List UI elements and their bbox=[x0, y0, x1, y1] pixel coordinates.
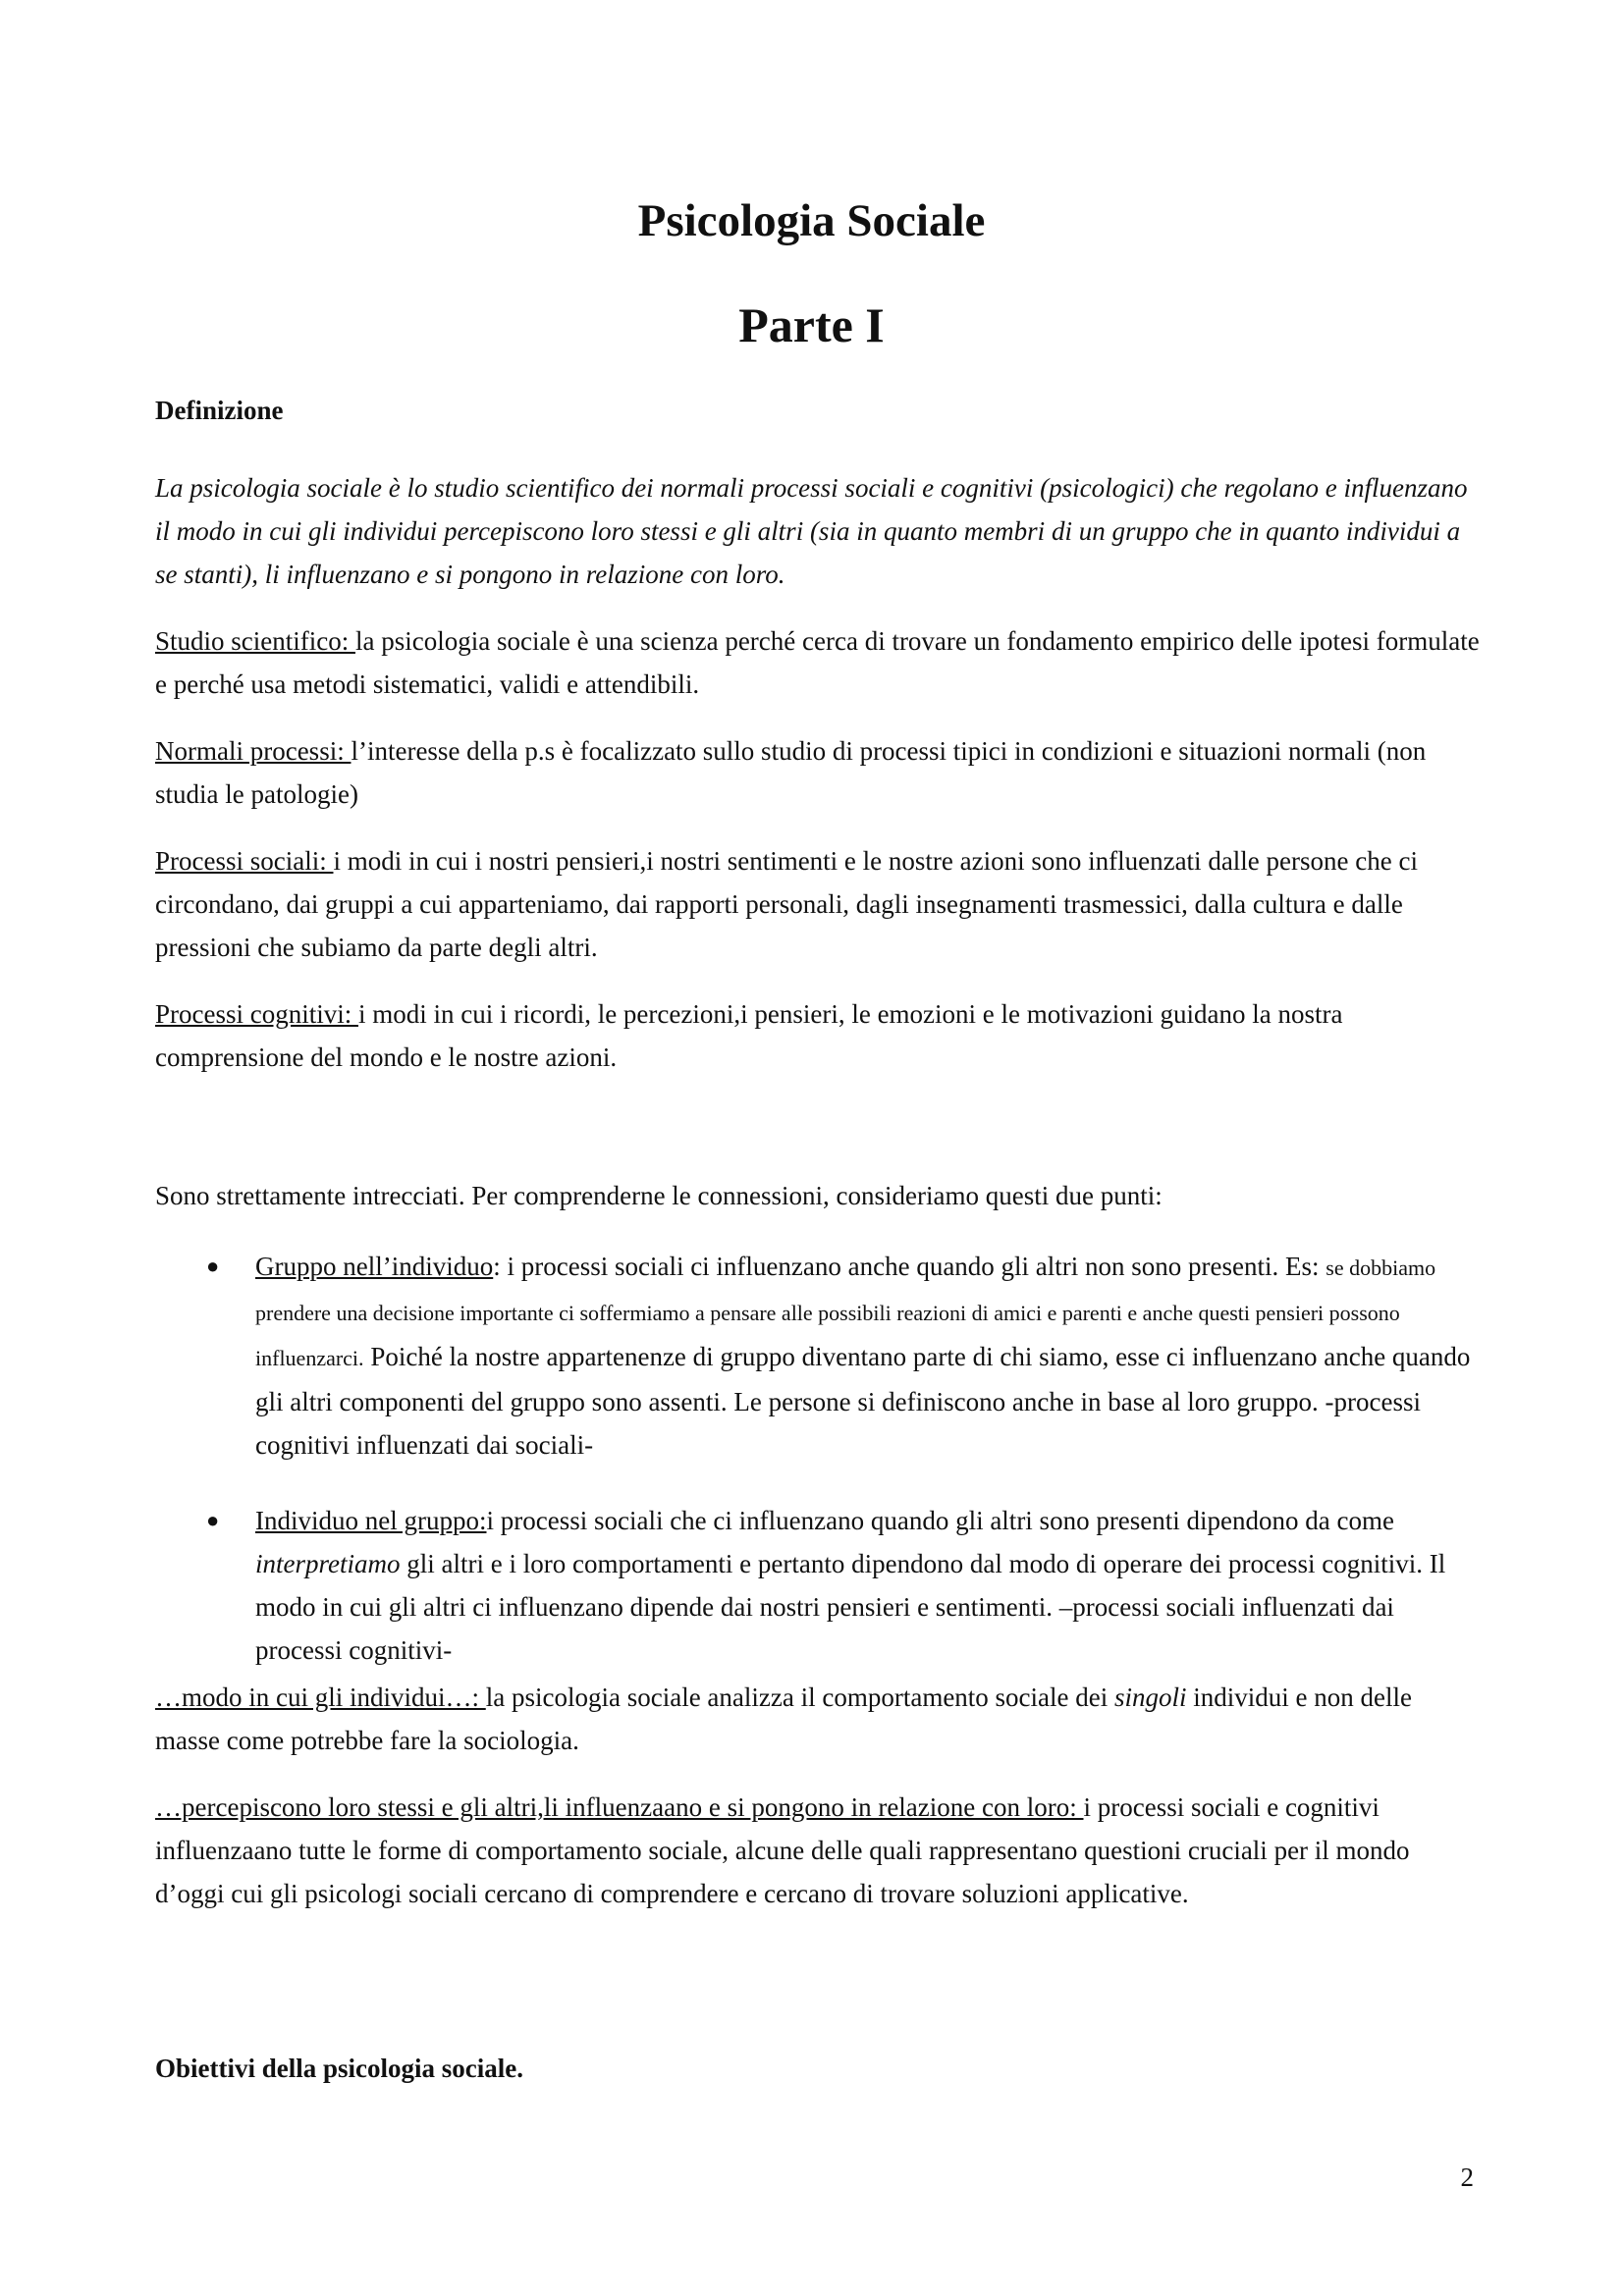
modo-italic: singoli bbox=[1114, 1682, 1187, 1712]
bullet-dot-icon: ● bbox=[206, 1254, 220, 1278]
bullet-item-individuo bbox=[155, 1499, 1483, 1672]
obiettivi-heading: Obiettivi della psicologia sociale. bbox=[155, 2054, 523, 2083]
processi-cognitivi-text: i modi in cui i ricordi, le percezioni,i pensieri, le emozioni e le motivazioni guidano la nostra comprensione del mondo e le nostre azioni. bbox=[155, 999, 1343, 1072]
definition-heading: Definizione bbox=[155, 396, 284, 425]
bullet-dot-icon: ● bbox=[206, 1508, 220, 1532]
processi-sociali-paragraph bbox=[155, 839, 1483, 969]
page-number: 2 bbox=[1460, 2163, 1474, 2192]
gruppo-term: Gruppo nell’individuo bbox=[255, 1252, 494, 1281]
modo-text-a: la psicologia sociale analizza il comportamento sociale dei bbox=[485, 1682, 1114, 1712]
document-subtitle: Parte I bbox=[738, 297, 885, 352]
modo-paragraph bbox=[155, 1676, 1483, 1762]
gruppo-text-example: se dobbiamo prendere una decisione importante ci soffermiamo a pensare alle possibili reazioni di amici e parenti e anche questi pensieri possono influenzarci. bbox=[255, 1255, 1436, 1370]
document-title: Psicologia Sociale bbox=[637, 195, 986, 246]
gruppo-text-b: Poiché la nostre appartenenze di gruppo diventano parte di chi siamo, esse ci influenzano anche quando gli altri componenti del gruppo sono assenti. Le persone si definiscono anche in base al loro gruppo. -processi cognitivi influenzati dai sociali- bbox=[255, 1342, 1471, 1460]
modo-text-b: individui e non delle masse come potrebbe fare la sociologia. bbox=[155, 1682, 1412, 1755]
individuo-text-b: gli altri e i loro comportamenti e pertanto dipendono dal modo di operare dei processi cognitivi. Il modo in cui gli altri ci influenzano dipende dai nostri pensieri e sentimenti. –processi sociali influenzati dai processi cognitivi- bbox=[255, 1549, 1446, 1665]
individuo-term: Individuo nel gruppo: bbox=[255, 1506, 487, 1535]
percepiscono-paragraph bbox=[155, 1786, 1483, 1915]
studio-scientifico-term: Studio scientifico: bbox=[155, 626, 355, 656]
studio-scientifico-paragraph bbox=[155, 619, 1483, 706]
processi-cognitivi-term: Processi cognitivi: bbox=[155, 999, 358, 1029]
individuo-italic: interpretiamo bbox=[255, 1549, 401, 1578]
percepiscono-text: i processi sociali e cognitivi influenzaano tutte le forme di comportamento sociale, alcune delle quali rappresentano questioni cruciali per il mondo d’oggi cui gli psicologi sociali cercano di comprendere e cercano di trovare soluzioni applicative. bbox=[155, 1792, 1410, 1908]
studio-scientifico-text: la psicologia sociale è una scienza perché cerca di trovare un fondamento empirico delle ipotesi formulate e perché usa metodi sistematici, validi e attendibili. bbox=[155, 626, 1480, 699]
normali-processi-text: l’interesse della p.s è focalizzato sullo studio di processi tipici in condizioni e situazioni normali (non studia le patologie) bbox=[155, 736, 1427, 809]
normali-processi-paragraph bbox=[155, 729, 1483, 816]
definition-paragraph: La psicologia sociale è lo studio scientifico dei normali processi sociali e cognitivi (psicologici) che regolano e influenzano il modo in cui gli individui percepiscono loro stessi e gli altri (sia in quanto membri di un gruppo che in quanto individui a se stanti), li influenzano e si pongono in relazione con loro. bbox=[155, 473, 1468, 589]
processi-sociali-text: i modi in cui i nostri pensieri,i nostri sentimenti e le nostre azioni sono influenzati dalle persone che ci circondano, dai gruppi a cui apparteniamo, dai rapporti personali, dagli insegnamenti trasmessici, dalla cultura e dalle pressioni che subiamo da parte degli altri. bbox=[155, 846, 1418, 962]
processi-cognitivi-paragraph bbox=[155, 992, 1483, 1079]
gruppo-text-a: : i processi sociali ci influenzano anche quando gli altri non sono presenti. Es: bbox=[493, 1252, 1326, 1281]
bullet-list bbox=[155, 1245, 1483, 1672]
intrecciati-paragraph: Sono strettamente intrecciati. Per comprenderne le connessioni, consideriamo questi due punti: bbox=[155, 1181, 1163, 1210]
normali-processi-term: Normali processi: bbox=[155, 736, 352, 766]
percepiscono-term: …percepiscono loro stessi e gli altri,li influenzaano e si pongono in relazione con loro: bbox=[155, 1792, 1084, 1822]
modo-term: …modo in cui gli individui…: bbox=[155, 1682, 486, 1712]
processi-sociali-term: Processi sociali: bbox=[155, 846, 334, 876]
individuo-text-a: i processi sociali che ci influenzano quando gli altri sono presenti dipendono da come bbox=[486, 1506, 1394, 1535]
bullet-item-gruppo bbox=[155, 1245, 1483, 1467]
